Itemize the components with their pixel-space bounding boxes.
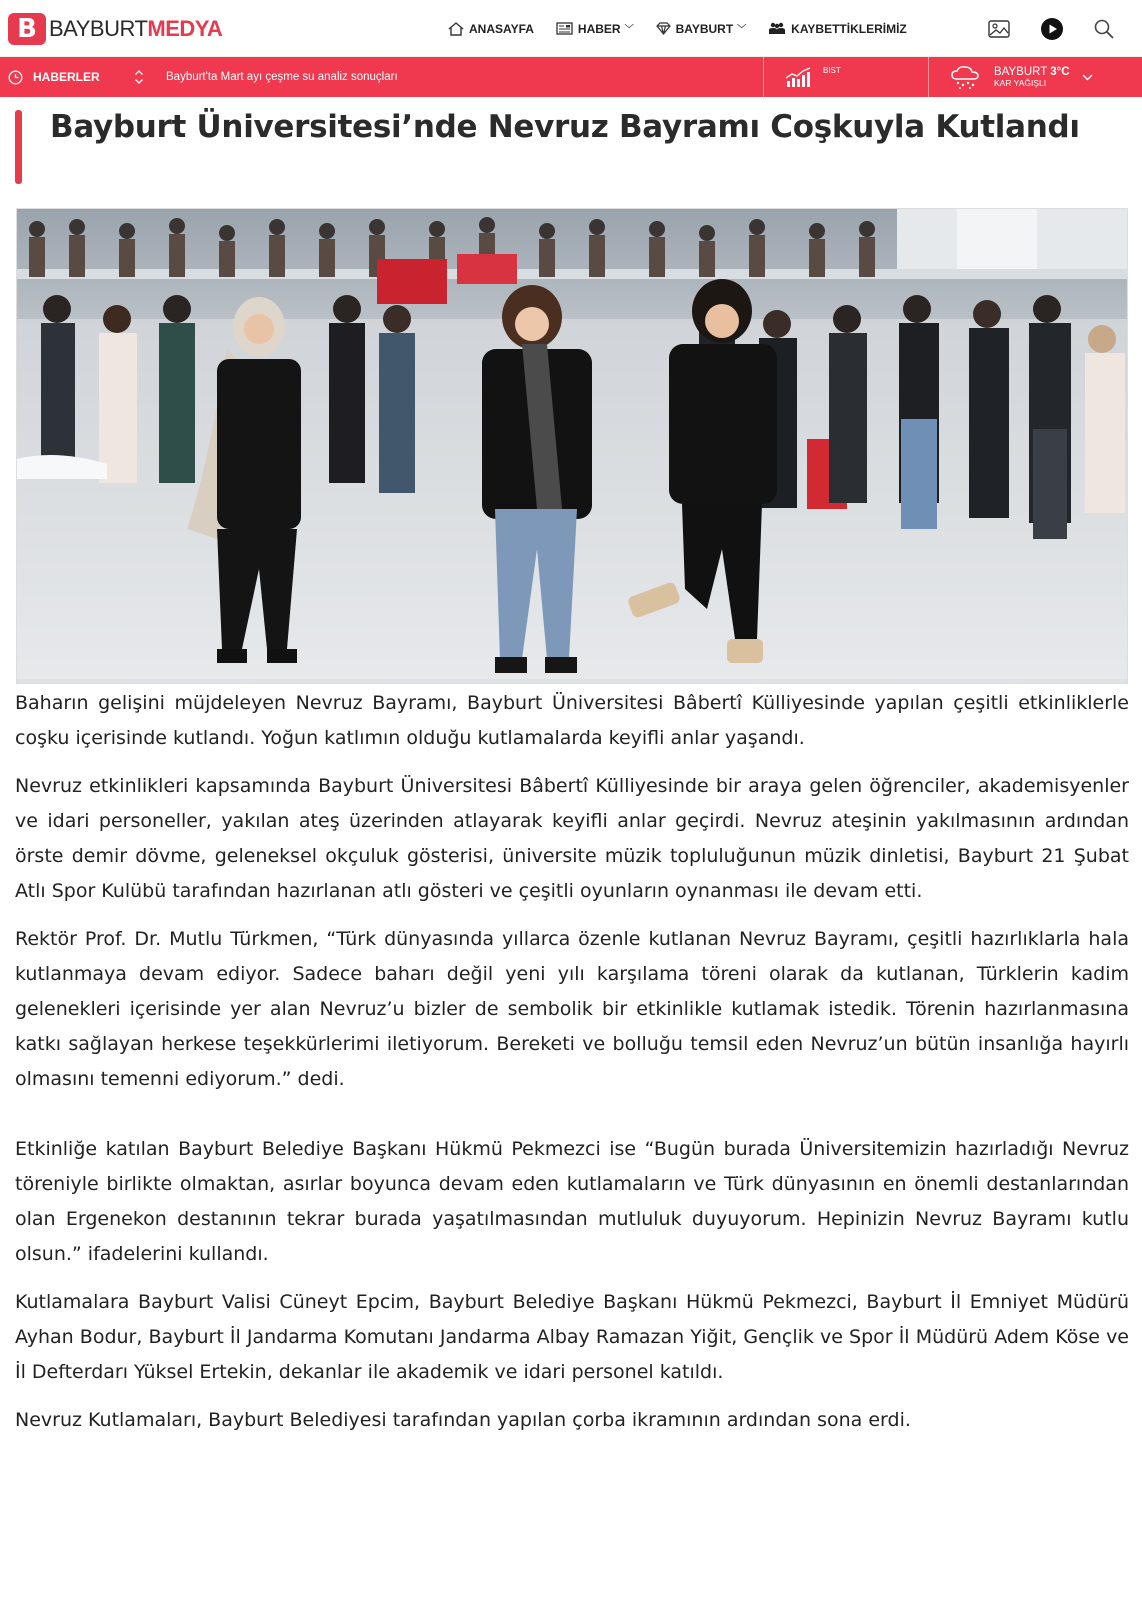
gallery-icon[interactable] xyxy=(988,20,1010,38)
weather-city: BAYBURT xyxy=(994,66,1048,78)
article-paragraph: Nevruz etkinlikleri kapsamında Bayburt Üniversitesi Bâbertî Külliyesinde bir araya gelen öğrenciler, akademisyenler ve idari personeller, yakılan ateş üzerinden atlayarak keyifli anlar geçirdi. Nevruz ateşinin yakılmasının ardından örste demir dövme, geleneksel okçuluk gösterisi, üniversite müzik topluluğunun müzik dinletisi, Bayburt 21 Şubat Atlı Spor Kulübü tarafından hazırlanan atlı gösteri ve çeşitli oyunların oynanması ile devam etti. xyxy=(15,775,1129,902)
weather-city-line xyxy=(994,66,1070,79)
chevron-down-icon: ﹀ xyxy=(624,24,634,34)
nav-item-label: KAYBETTİKLERİMİZ xyxy=(791,21,907,36)
bist-widget[interactable] xyxy=(785,57,841,97)
logo-text xyxy=(49,16,222,42)
diamond-icon xyxy=(656,22,671,35)
weather-text xyxy=(994,66,1070,88)
chevron-up-down-icon xyxy=(134,69,144,85)
chevron-down-icon[interactable] xyxy=(1082,74,1093,81)
site-logo[interactable] xyxy=(8,13,222,45)
ticker-divider xyxy=(763,57,764,97)
video-play-icon[interactable] xyxy=(1040,17,1064,41)
article-paragraph: Etkinliğe katılan Bayburt Belediye Başkanı Hükmü Pekmezci ise “Bugün burada Üniversitemizin hazırladığı Nevruz töreniyle birlikte olmaktan, asırlar boyunca devam eden kutlamaların ve Türk dünyasının en önemli destanlarından olan Ergenekon destanının tekrar burada yaşatılmasından mutluluk duyuyorum. Hepinizin Nevruz Bayramı kutlu olsun.” ifadelerini kullandı. xyxy=(15,1138,1129,1265)
logo-text-part2: MEDYA xyxy=(147,16,223,41)
nav-item-label: BAYBURT xyxy=(675,21,734,36)
article-paragraph: Rektör Prof. Dr. Mutlu Türkmen, “Türk dünyasında yıllarca özenle kutlanan Nevruz Bayramı, çeşitli hazırlıklarla hala kutlanmaya devam ediyor. Sadece baharı değil yeni yılı karşılama töreni olarak da kutlanan, Türklerin kadim gelenekleri içerisinde yer alan Nevruz’u bizler de sembolik bir etkinlikle kutlamak istedik. Törenin hazırlanmasına katkı sağlayan herkese teşekkürlerimi iletiyorum. Bereketi ve bolluğu temsil eden Nevruz’un bütün insanlığa hayırlı olmasını temenni ediyorum.” dedi. xyxy=(15,928,1129,1090)
weather-widget[interactable] xyxy=(950,57,1093,97)
site-header xyxy=(0,0,1142,57)
snow-cloud-icon xyxy=(950,65,980,89)
celebration-crowd-photo xyxy=(17,209,1128,684)
article-body xyxy=(15,686,1129,1451)
home-icon xyxy=(448,22,464,36)
search-icon[interactable] xyxy=(1094,19,1114,39)
article-title: Bayburt Üniversitesi’nde Nevruz Bayramı Coşkuyla Kutlandı xyxy=(50,109,1080,145)
chevron-down-icon: ﹀ xyxy=(737,24,747,34)
ticker-headline[interactable]: Bayburt'ta Mart ayı çeşme su analiz sonuçları xyxy=(166,71,398,83)
ticker-nav-arrows[interactable] xyxy=(128,65,150,89)
stock-chart-icon xyxy=(785,67,813,89)
clock-icon xyxy=(8,70,23,85)
main-nav xyxy=(448,0,929,57)
article-paragraph: Baharın gelişini müjdeleyen Nevruz Bayramı, Bayburt Üniversitesi Bâbertî Külliyesinde yapılan çeşitli etkinliklerle coşku içerisinde kutlandı. Yoğun katlımın olduğu kutlamalarda keyifli anlar yaşandı. xyxy=(15,692,1129,749)
nav-item-bayburt[interactable] xyxy=(656,22,747,36)
logo-text-part1: BAYBURT xyxy=(49,16,148,41)
weather-condition: KAR YAĞIŞLI xyxy=(994,77,1047,88)
nav-item-anasayfa[interactable] xyxy=(448,22,534,36)
ticker-divider xyxy=(928,57,929,97)
logo-mark: B xyxy=(8,13,46,45)
header-icons xyxy=(988,0,1114,57)
nav-item-label: HABER xyxy=(577,21,621,36)
bist-label: BIST xyxy=(823,66,841,75)
newspaper-icon xyxy=(556,22,573,35)
nav-item-kaybettiklerimiz[interactable] xyxy=(768,22,907,36)
ticker-label-text: HABERLER xyxy=(33,70,100,84)
article-paragraph: Nevruz Kutlamaları, Bayburt Belediyesi tarafından yapılan çorba ikramının ardından sona erdi. xyxy=(15,1409,911,1431)
ticker-label xyxy=(8,57,100,97)
people-icon xyxy=(768,22,786,35)
article-photo xyxy=(16,208,1128,684)
nav-item-haber[interactable] xyxy=(556,22,634,36)
title-accent-bar xyxy=(15,110,22,184)
news-ticker-bar xyxy=(0,57,1142,97)
article-paragraph: Kutlamalara Bayburt Valisi Cüneyt Epcim, Bayburt Belediye Başkanı Hükmü Pekmezci, Bayburt İl Emniyet Müdürü Ayhan Bodur, Bayburt İl Jandarma Komutanı Jandarma Albay Ramazan Yiğit, Gençlik ve Spor İl Müdürü Adem Köse ve İl Defterdarı Yüksel Ertekin, dekanlar ile akademik ve idari personel katıldı. xyxy=(15,1291,1129,1383)
nav-item-label: ANASAYFA xyxy=(469,21,534,36)
weather-temp: 3°C xyxy=(1050,66,1070,78)
